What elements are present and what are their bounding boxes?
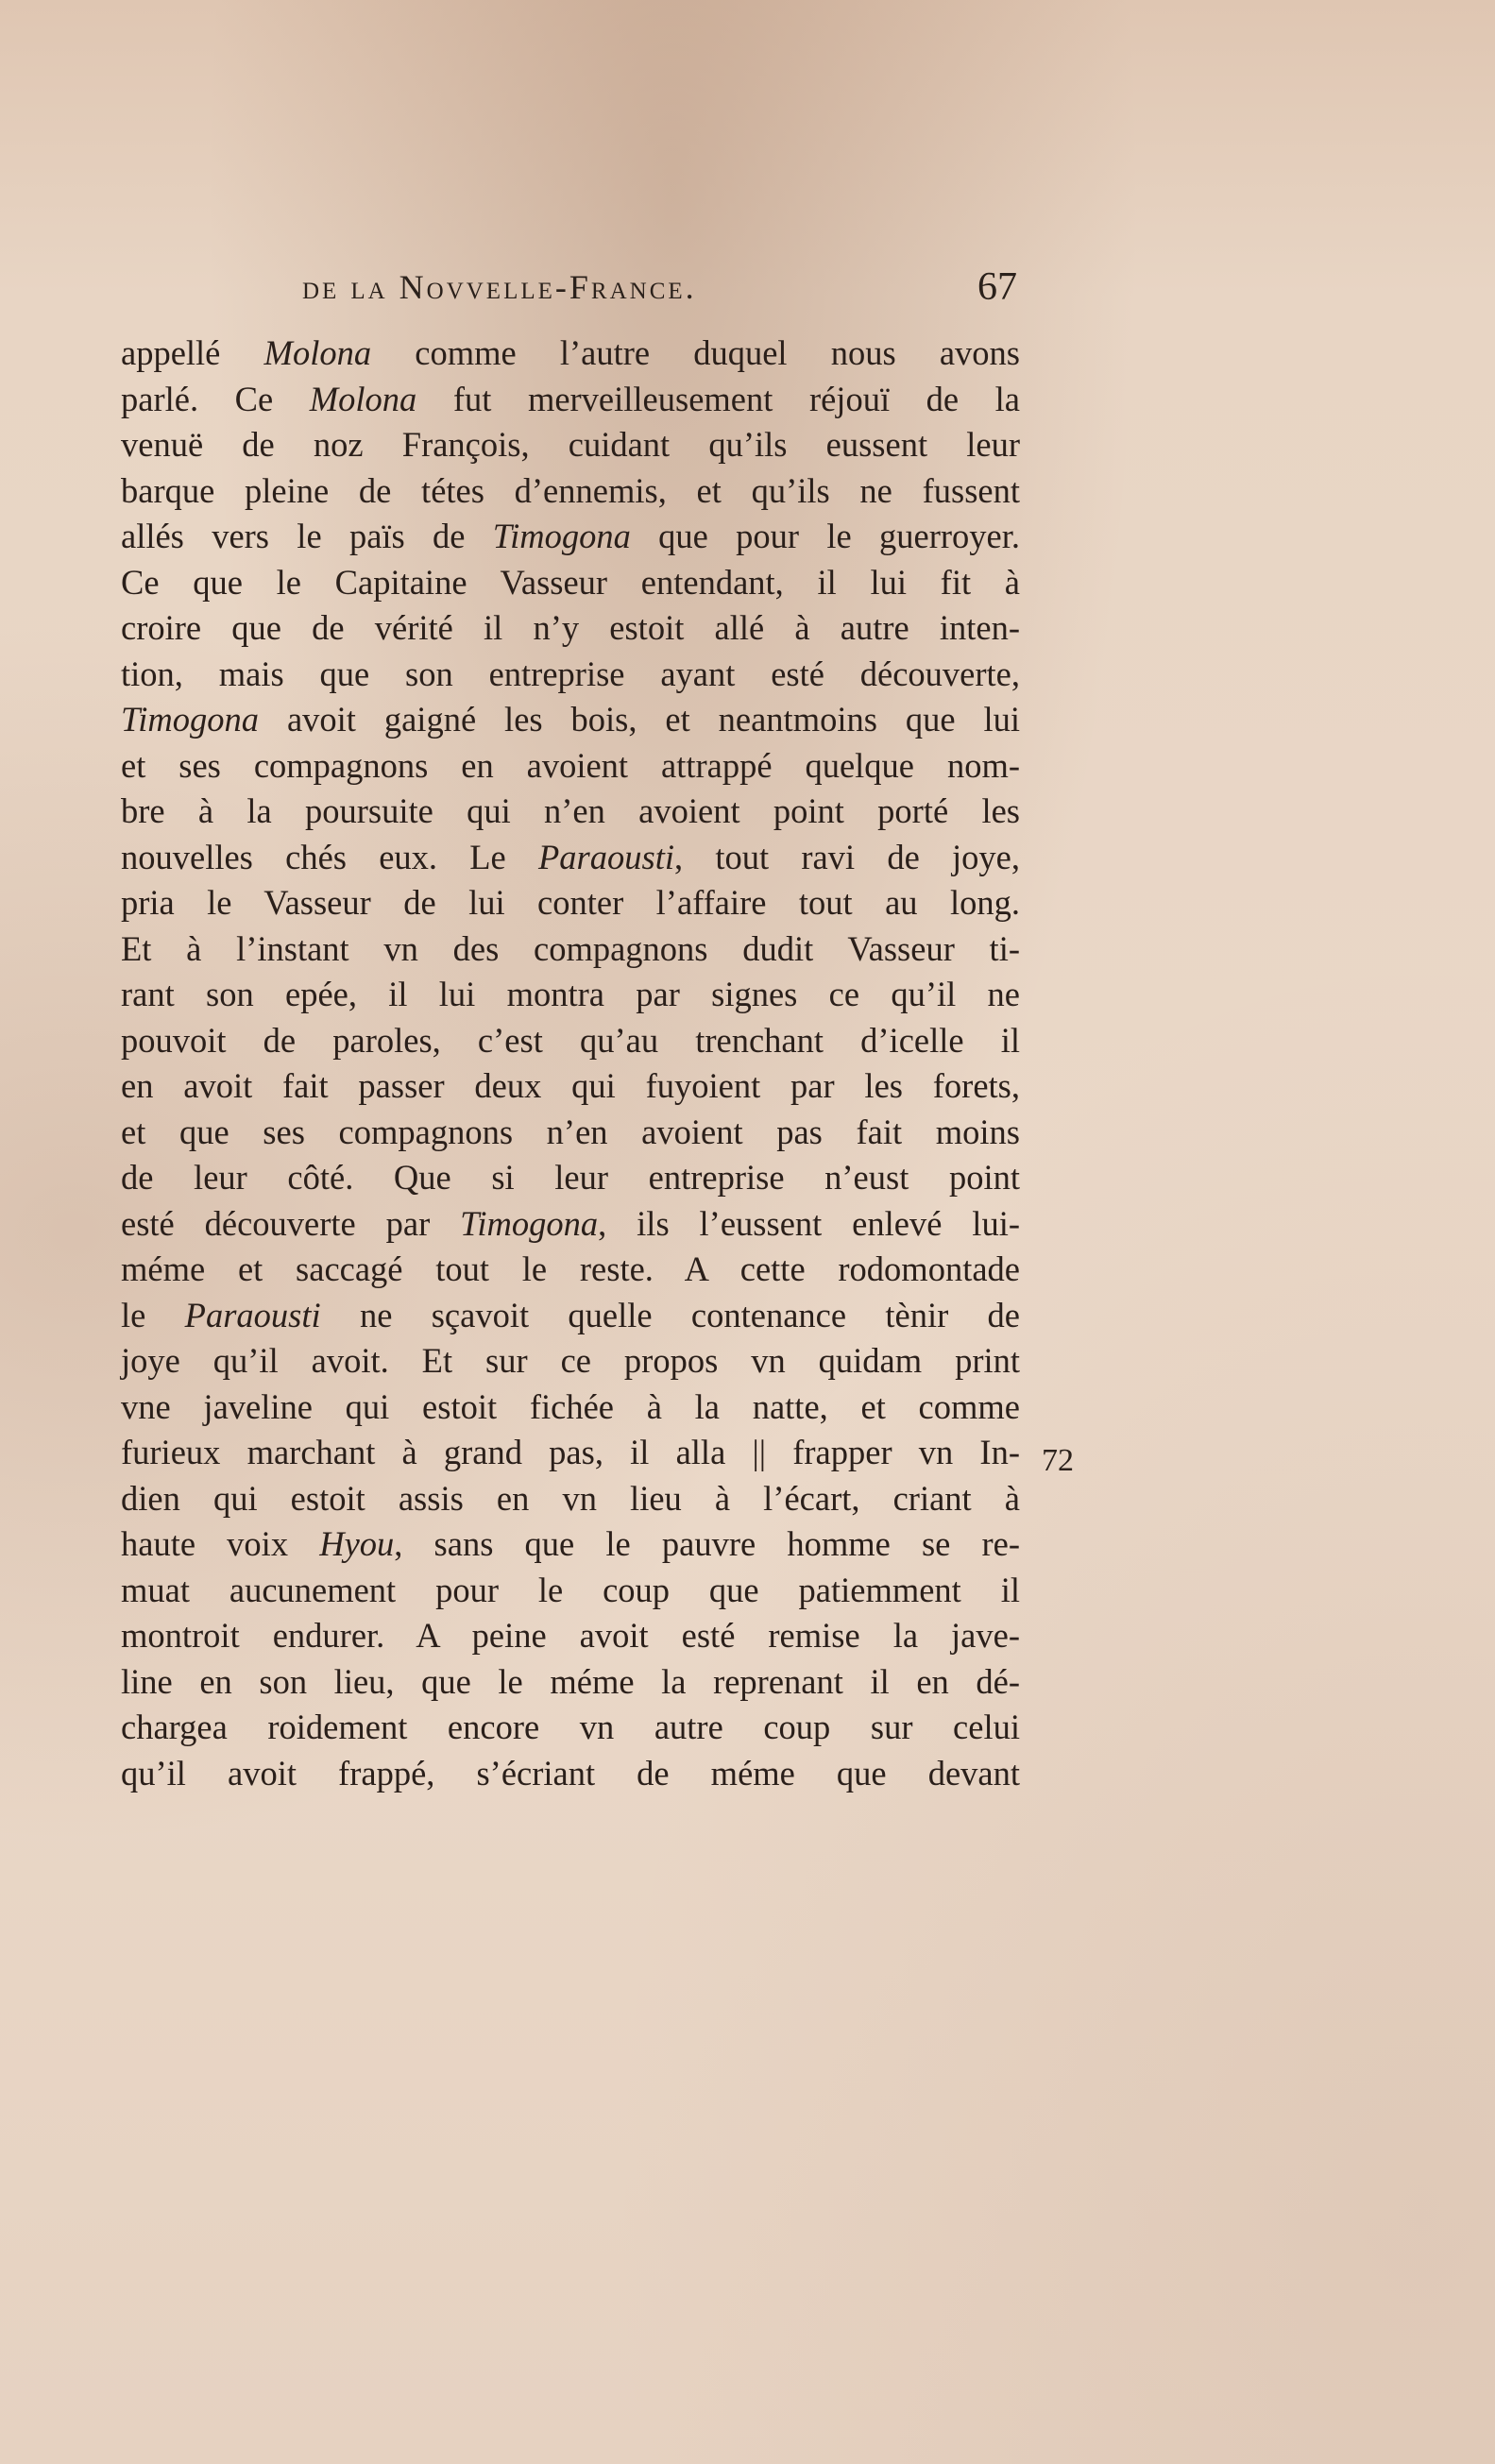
text-line: montroit endurer. A peine avoit esté remise la jave- [121, 1616, 1020, 1655]
running-title: de la Novvelle-France. [302, 268, 697, 306]
text-line: dien qui estoit assis en vn lieu à l’écart, criant à [121, 1478, 1020, 1518]
text-line: bre à la poursuite qui n’en avoient point porté les [121, 791, 1020, 830]
text-line: Timogona avoit gaigné les bois, et neantmoins que lui [121, 700, 1020, 739]
text-line: line en son lieu, que le méme la reprenant il en dé- [121, 1661, 1020, 1701]
text-line: allés vers le païs de Timogona que pour le guerroyer. [121, 517, 1020, 555]
text-line: haute voix Hyou, sans que le pauvre homme se re- [121, 1524, 1020, 1563]
page-number: 67 [977, 265, 1017, 309]
text-line: et que ses compagnons n’en avoient pas fait moins [121, 1112, 1020, 1151]
text-line: esté découverte par Timogona, ils l’eussent enlevé lui- [121, 1203, 1020, 1243]
text-line: le Paraousti ne sçavoit quelle contenance tènir de [121, 1295, 1020, 1334]
text-line: qu’il avoit frappé, s’écriant de méme que devant [121, 1753, 1020, 1793]
text-line: vne javeline qui estoit fichée à la natte, et comme [121, 1386, 1020, 1426]
text-line: croire que de vérité il n’y estoit allé à autre inten- [121, 608, 1020, 647]
text-line: en avoit fait passer deux qui fuyoient par les forets, [121, 1066, 1020, 1105]
text-line: appellé Molona comme l’autre duquel nous avons [121, 333, 1020, 372]
text-line: chargea roidement encore vn autre coup sur celui [121, 1708, 1020, 1746]
text-line: joye qu’il avoit. Et sur ce propos vn quidam print [121, 1341, 1020, 1380]
text-line: pouvoit de paroles, c’est qu’au trenchant d’icelle il [121, 1020, 1020, 1060]
text-line: Ce que le Capitaine Vasseur entendant, il lui fit à [121, 562, 1020, 602]
text-line: barque pleine de tétes d’ennemis, et qu’ils ne fussent [121, 470, 1020, 510]
text-line: et ses compagnons en avoient attrappé quelque nom- [121, 745, 1020, 785]
text-line: muat aucunement pour le coup que patiemment il [121, 1570, 1020, 1609]
text-line: pria le Vasseur de lui conter l’affaire tout au long. [121, 883, 1020, 922]
text-line: tion, mais que son entreprise ayant esté découverte, [121, 654, 1020, 693]
text-line: furieux marchant à grand pas, il alla || frapper vn In- [121, 1433, 1020, 1471]
text-line: de leur côté. Que si leur entreprise n’eust point [121, 1158, 1020, 1197]
body-text [121, 331, 1020, 1796]
margin-page-reference: 72 [1042, 1443, 1074, 1478]
text-line: parlé. Ce Molona fut merveilleusement réjouï de la [121, 379, 1020, 418]
text-line: rant son epée, il lui montra par signes ce qu’il ne [121, 975, 1020, 1013]
text-line: venuë de noz François, cuidant qu’ils eussent leur [121, 425, 1020, 464]
text-line: nouvelles chés eux. Le Paraousti, tout ravi de joye, [121, 837, 1020, 876]
text-line: méme et saccagé tout le reste. A cette rodomontade [121, 1249, 1020, 1288]
text-line: Et à l’instant vn des compagnons dudit Vasseur ti- [121, 928, 1020, 968]
